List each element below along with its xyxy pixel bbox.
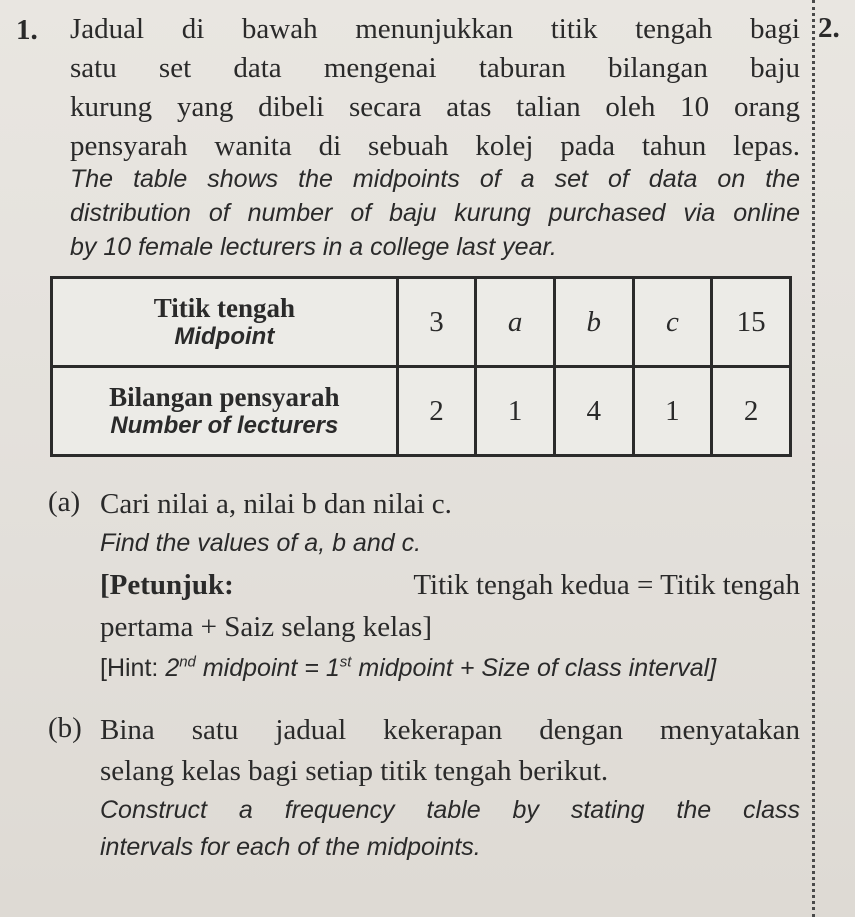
midpoint-header-ms: Titik tengah [153, 293, 295, 323]
midpoint-header-cell [52, 278, 398, 367]
part-b-ms-line: Bina satu jadual kekerapan dengan menyatakan [100, 714, 800, 746]
part-a-ms: Cari nilai a, nilai b dan nilai c. [100, 488, 452, 520]
intro-ms-line: kurung yang dibeli secara atas talian oleh 10 orang [70, 91, 800, 123]
intro-en-line: The table shows the midpoints of a set of data on the [70, 165, 800, 193]
part-a-label: (a) [48, 486, 81, 518]
midpoint-value: 15 [712, 278, 791, 367]
intro-en-line: distribution of number of baju kurung purchased via online [70, 199, 800, 227]
intro-ms-line: pensyarah wanita di sebuah kolej pada tahun lepas. [70, 130, 800, 162]
midpoint-value: a [476, 278, 555, 367]
lecturers-value: 2 [397, 367, 476, 456]
part-b-en-line: intervals for each of the midpoints. [100, 833, 481, 861]
hint-ms-bold: [Petunjuk: [100, 569, 234, 601]
midpoint-value: c [633, 278, 712, 367]
midpoint-table [50, 276, 792, 457]
part-b-body [100, 710, 800, 866]
part-a-body [100, 484, 800, 688]
hint-en-prefix: [Hint: [100, 654, 159, 682]
part-b-en-line: Construct a frequency table by stating the class [100, 796, 800, 824]
hint-en [100, 648, 800, 688]
lecturers-header-ms: Bilangan pensyarah [109, 382, 340, 412]
intro-en-line: by 10 female lecturers in a college last year. [70, 233, 557, 261]
hint-ms-line2: pertama + Saiz selang kelas] [100, 611, 432, 643]
question-number: 1. [16, 14, 38, 46]
lecturers-header-en: Number of lecturers [110, 412, 339, 439]
lecturers-value: 2 [712, 367, 791, 456]
part-a-en: Find the values of a, b and c. [100, 529, 422, 557]
lecturers-header-cell [52, 367, 398, 456]
next-question-number: 2. [818, 12, 840, 44]
intro-ms-line: Jadual di bawah menunjukkan titik tengah bagi [70, 13, 800, 45]
midpoint-header-en: Midpoint [174, 323, 275, 350]
hint-ms-line1 [100, 564, 800, 606]
lecturers-value: 1 [476, 367, 555, 456]
midpoint-value: b [554, 278, 633, 367]
hint-ms-rest: Titik tengah kedua = Titik tengah [413, 569, 800, 601]
part-b-label: (b) [48, 712, 82, 744]
hint-en-st: st [339, 653, 352, 671]
column-divider [812, 0, 815, 917]
part-b-ms-line: selang kelas bagi setiap titik tengah berikut. [100, 755, 609, 787]
intro-malay [70, 10, 800, 166]
lecturers-value: 1 [633, 367, 712, 456]
intro-english [70, 162, 800, 264]
table-row-lecturers [52, 367, 791, 456]
hint-en-end: midpoint + Size of class interval] [358, 654, 717, 682]
hint-en-2: 2 [165, 654, 180, 682]
table-row-midpoint [52, 278, 791, 367]
hint-en-nd: nd [179, 653, 196, 671]
intro-ms-line: satu set data mengenai taburan bilangan baju [70, 52, 800, 84]
midpoint-value: 3 [397, 278, 476, 367]
hint-en-mid1: midpoint = 1 [202, 654, 340, 682]
lecturers-value: 4 [554, 367, 633, 456]
